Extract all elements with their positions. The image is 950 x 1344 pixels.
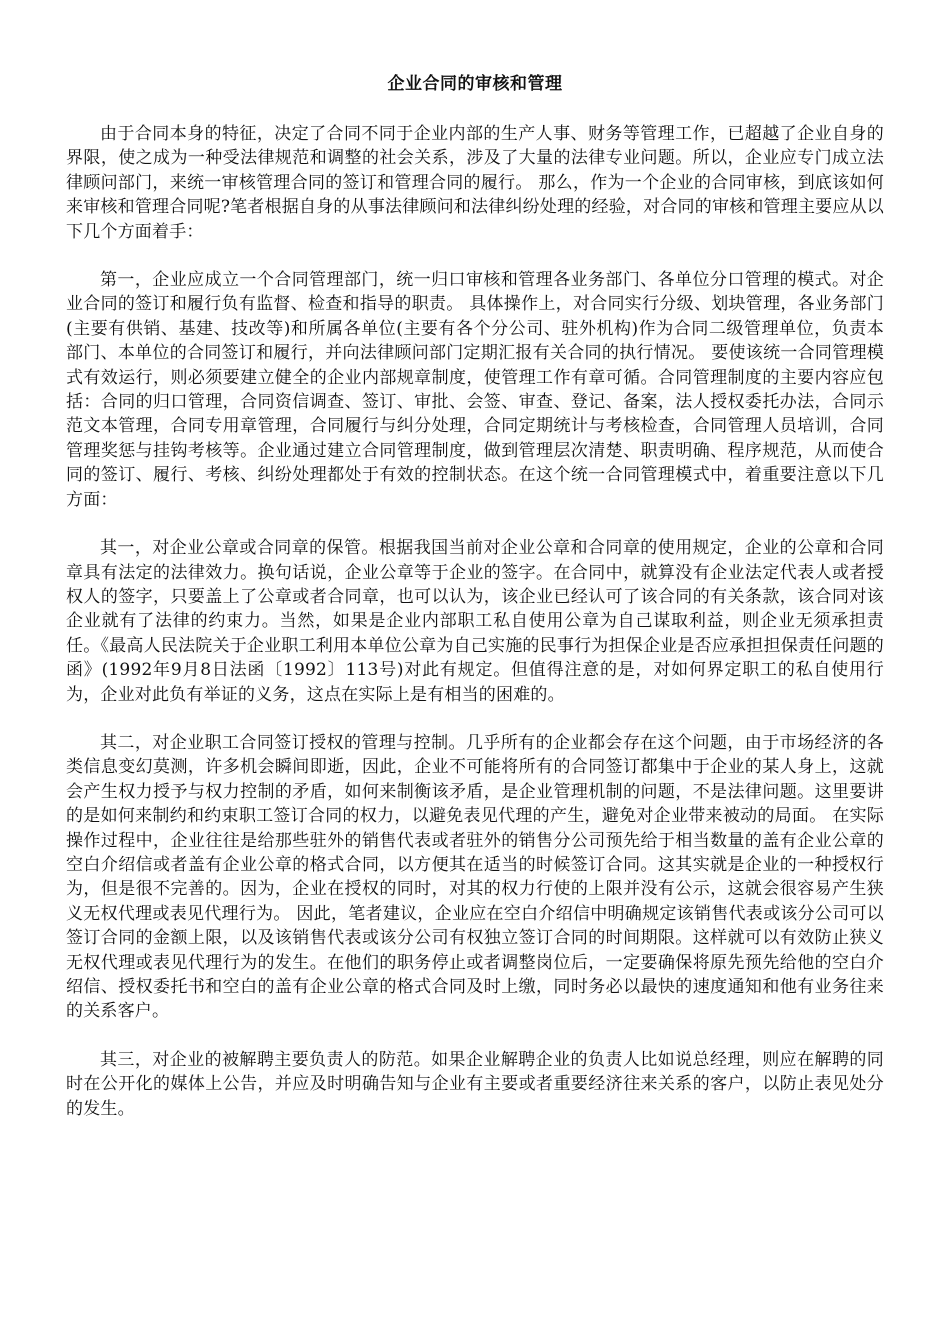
- paragraph-seal-custody: 其一，对企业公章或合同章的保管。根据我国当前对企业公章和合同章的使用规定，企业的公章和合同章具有法定的法律效力。换句话说，企业公章等于企业的签字。在合同中，就算没有企业法定代表人或者授权人的签字，只要盖上了公章或者合同章，也可以认为，该企业已经认可了该合同的有关条款，该合同对该企业就有了法律的约束力。当然，如果是企业内部职工私自使用公章为自己谋取利益，则企业无须承担责任。《最高人民法院关于企业职工利用本单位公章为自己实施的民事行为担保企业是否应承担担保责任问题的函》(1992年9月8日法函〔1992〕113号)对此有规定。但值得注意的是，对如何界定职工的私自使用行为，企业对此负有举证的义务，这点在实际上是有相当的困难的。: [66, 538, 884, 705]
- document-page: [66, 72, 884, 1145]
- paragraph-dismissed-manager: 其三，对企业的被解聘主要负责人的防范。如果企业解聘企业的负责人比如说总经理，则应在解聘的同时在公开化的媒体上公告，并应及时明确告知与企业有主要或者重要经济往来关系的客户，以防止表见处分的发生。: [66, 1049, 884, 1119]
- paragraph-signing-authorization: 其二，对企业职工合同签订授权的管理与控制。几乎所有的企业都会存在这个问题，由于市场经济的各类信息变幻莫测，许多机会瞬间即逝，因此，企业不可能将所有的合同签订都集中于企业的某人身上，这就会产生权力授予与权力控制的矛盾，如何来制衡该矛盾，是企业管理机制的问题，不是法律问题。这里要讲的是如何来制约和约束职工签订合同的权力，以避免表见代理的产生，避免对企业带来被动的局面。 在实际操作过程中，企业往往是给那些驻外的销售代表或者驻外的销售分公司预先给于相当数量的盖有企业公章的空白介绍信或者盖有企业公章的格式合同，以方便其在适当的时候签订合同。这其实就是企业的一种授权行为，但是很不完善的。因为，企业在授权的同时，对其的权力行使的上限并没有公示，这就会很容易产生狭义无权代理或表见代理行为。 因此，笔者建议，企业应在空白介绍信中明确规定该销售代表或该分公司可以签订合同的金额上限，以及该销售代表或该分公司有权独立签订合同的时间期限。这样就可以有效防止狭义无权代理或表见代理行为的发生。在他们的职务停止或者调整岗位后，一定要确保将原先预先给他的空白介绍信、授权委托书和空白的盖有企业公章的格式合同及时上缴，同时务必以最快的速度通知和他有业务往来的关系客户。: [66, 732, 884, 1022]
- document-title: 企业合同的审核和管理: [387, 74, 563, 94]
- paragraph-first-point: 第一，企业应成立一个合同管理部门，统一归口审核和管理各业务部门、各单位分口管理的模式。对企业合同的签订和履行负有监督、检查和指导的职责。 具体操作上，对合同实行分级、划块管理，各业务部门(主要有供销、基建、技改等)和所属各单位(主要有各个分公司、驻外机构)作为合同二级管理单位，负责本部门、本单位的合同签订和履行，并向法律顾问部门定期汇报有关合同的执行情况。 要使该统一合同管理模式有效运行，则必须要建立健全的企业内部规章制度，使管理工作有章可循。合同管理制度的主要内容应包括：合同的归口管理，合同资信调查、签订、审批、会签、审查、登记、备案，法人授权委托办法，合同示范文本管理，合同专用章管理，合同履行与纠分处理，合同定期统计与考核检查，合同管理人员培训，合同管理奖惩与挂钩考核等。企业通过建立合同管理制度，做到管理层次清楚、职责明确、程序规范，从而使合同的签订、履行、考核、纠纷处理都处于有效的控制状态。在这个统一合同管理模式中，着重要注意以下几方面：: [66, 270, 884, 510]
- paragraph-intro: 由于合同本身的特征，决定了合同不同于企业内部的生产人事、财务等管理工作，已超越了企业自身的界限，使之成为一种受法律规范和调整的社会关系，涉及了大量的法律专业问题。所以，企业应专门成立法律顾问部门，来统一审核管理合同的签订和管理合同的履行。 那么，作为一个企业的合同审核，到底该如何来审核和管理合同呢?笔者根据自身的从事法律顾问和法律纠纷处理的经验，对合同的审核和管理主要应从以下几个方面着手：: [66, 124, 884, 242]
